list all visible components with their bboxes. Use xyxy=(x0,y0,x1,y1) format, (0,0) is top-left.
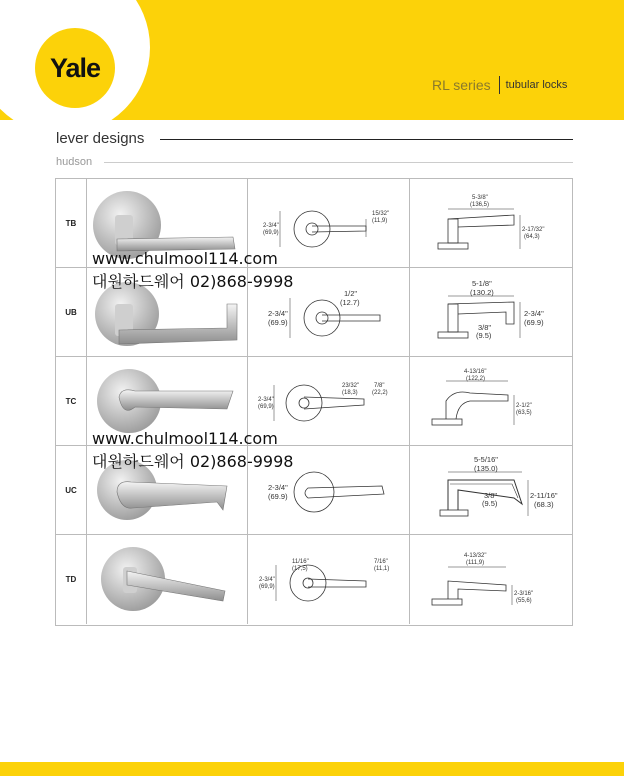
rose-dimension: 2-3/4" xyxy=(263,223,279,229)
lever-code: TC xyxy=(56,357,87,445)
rose-dimension-mm: (69,9) xyxy=(259,584,275,590)
logo-text: Yale xyxy=(49,52,101,83)
length-dimension: 5-5/16" xyxy=(474,455,498,464)
side-view xyxy=(410,268,572,356)
lever-table xyxy=(55,178,573,626)
front-view-drawing xyxy=(248,535,410,624)
height-dimension-mm: (68.3) xyxy=(534,500,554,509)
series-divider xyxy=(499,76,500,94)
projection2-dimension-mm: (22,2) xyxy=(372,390,388,396)
rose-dimension-mm: (69,9) xyxy=(263,230,279,236)
rose-dimension-mm: (69.9) xyxy=(268,492,288,501)
title-rule xyxy=(160,139,573,140)
length-dimension: 4-13/32" xyxy=(464,553,487,559)
watermark xyxy=(92,430,293,471)
rose-dimension-mm: (69,9) xyxy=(258,404,274,410)
offset-dimension-mm: (9.5) xyxy=(476,331,492,340)
height-dimension-mm: (64,3) xyxy=(524,234,540,240)
height-dimension: 2-1/2" xyxy=(516,403,532,409)
offset-dimension: 3/8" xyxy=(484,491,498,500)
side-view xyxy=(410,357,572,445)
yale-logo xyxy=(35,28,115,108)
table-row xyxy=(56,535,572,624)
series-category: tubular locks xyxy=(505,79,568,91)
projection2-dimension: 7/8" xyxy=(374,383,385,389)
height-dimension: 2-17/32" xyxy=(522,227,545,233)
offset-dimension: 3/8" xyxy=(478,323,492,332)
height-dimension: 2-3/16" xyxy=(514,591,534,597)
lever-code: UB xyxy=(56,268,87,356)
length-dimension: 4-13/16" xyxy=(464,369,487,375)
front-view xyxy=(248,535,410,624)
side-view-drawing xyxy=(410,268,572,357)
projection2-dimension: 7/16" xyxy=(374,559,388,565)
subtitle-rule xyxy=(104,162,573,163)
side-view xyxy=(410,446,572,534)
watermark xyxy=(92,250,293,291)
side-view-drawing xyxy=(410,446,572,535)
projection-dimension-mm: (18,3) xyxy=(342,390,358,396)
length-dimension-mm: (135.0) xyxy=(474,464,498,473)
projection-dimension-mm: (17,5) xyxy=(292,566,308,572)
length-dimension: 5-3/8" xyxy=(472,195,488,201)
offset-dimension-mm: (9.5) xyxy=(482,499,498,508)
projection-dimension: 11/16" xyxy=(292,559,309,565)
side-view xyxy=(410,179,572,267)
side-view-drawing xyxy=(410,357,572,446)
lever-photo xyxy=(87,535,248,624)
lever-photo-td xyxy=(87,535,248,624)
projection-dimension: 23/32" xyxy=(342,383,360,389)
series-label xyxy=(432,76,567,94)
rose-dimension: 2-3/4" xyxy=(259,577,275,583)
projection-dimension-mm: (11,9) xyxy=(372,218,388,224)
height-dimension-mm: (69.9) xyxy=(524,318,544,327)
height-dimension-mm: (55,6) xyxy=(516,598,532,604)
watermark-text: 대원하드웨어 02)868-9998 xyxy=(92,452,294,471)
length-dimension-mm: (111,9) xyxy=(466,560,485,566)
lever-code: TD xyxy=(56,535,87,624)
side-view-drawing xyxy=(410,179,572,268)
length-dimension-mm: (130.2) xyxy=(470,288,494,297)
length-dimension: 5-1/8" xyxy=(472,279,492,288)
projection-dimension: 15/32" xyxy=(372,211,390,217)
watermark-url: www.chulmool114.com xyxy=(92,249,278,268)
watermark-url: www.chulmool114.com xyxy=(92,429,278,448)
section-title: lever designs xyxy=(56,130,145,147)
watermark-text: 대원하드웨어 02)868-9998 xyxy=(92,272,294,291)
section-subtitle: hudson xyxy=(56,156,93,168)
rose-dimension: 2-3/4" xyxy=(268,483,288,492)
rose-dimension: 2-3/4" xyxy=(268,309,288,318)
side-view-drawing xyxy=(410,535,572,624)
height-dimension: 2-11/16" xyxy=(530,491,558,500)
length-dimension-mm: (122,2) xyxy=(466,376,486,382)
lever-code: TB xyxy=(56,179,87,267)
projection-dimension-mm: (12.7) xyxy=(340,298,360,307)
height-dimension-mm: (63,5) xyxy=(516,410,532,416)
height-dimension: 2-3/4" xyxy=(524,309,544,318)
rose-dimension-mm: (69.9) xyxy=(268,318,288,327)
series-name: RL series xyxy=(432,77,491,93)
lever-code: UC xyxy=(56,446,87,534)
length-dimension-mm: (136,5) xyxy=(470,202,490,208)
projection2-dimension-mm: (11,1) xyxy=(374,566,390,572)
projection-dimension: 1/2" xyxy=(344,289,358,298)
footer-band xyxy=(0,762,624,776)
side-view xyxy=(410,535,572,624)
rose-dimension: 2-3/4" xyxy=(258,397,274,403)
